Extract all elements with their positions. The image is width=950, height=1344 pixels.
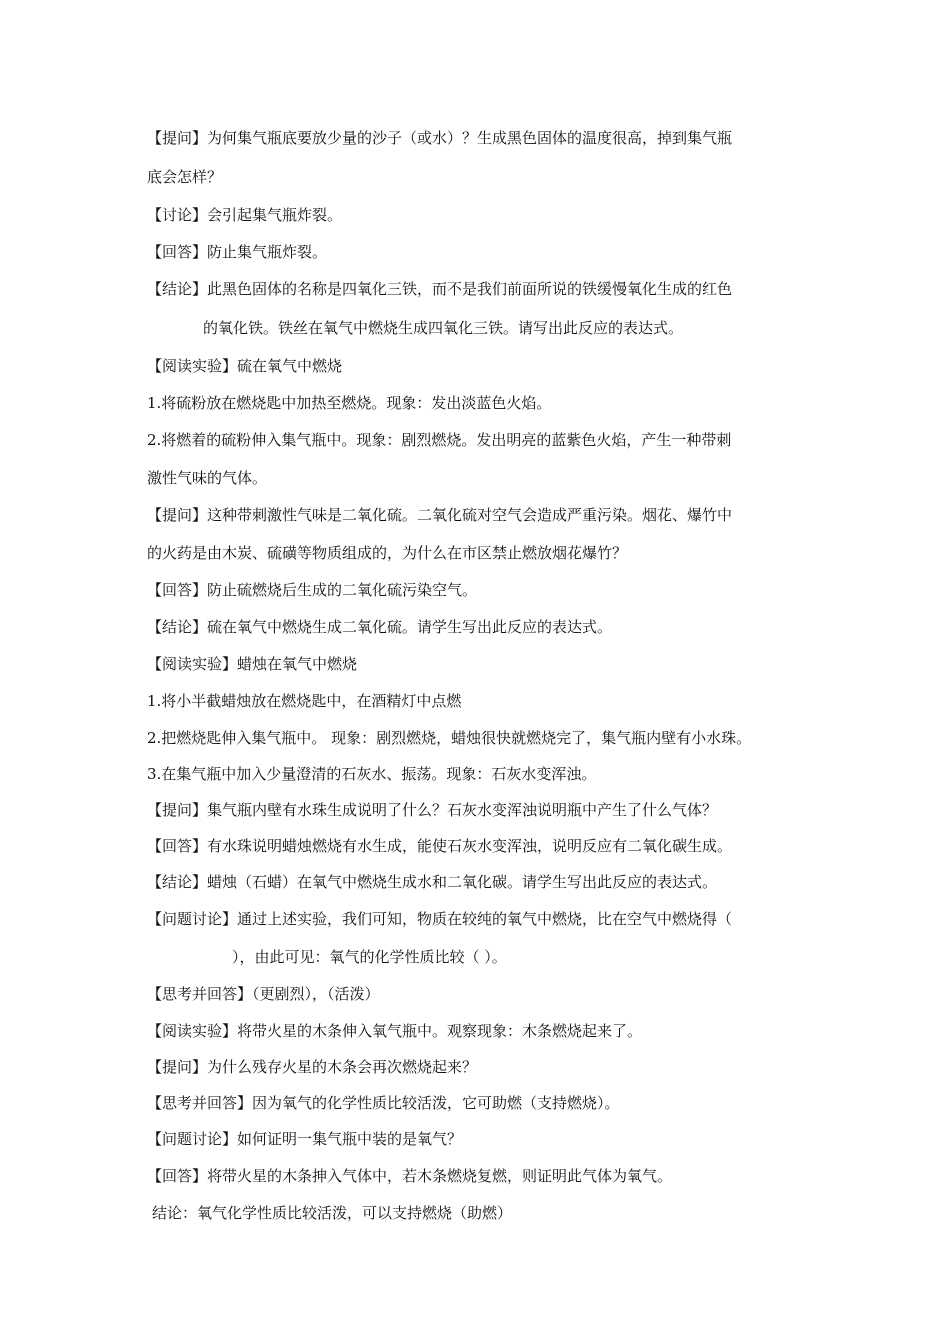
- discussion-line: 【问题讨论】如何证明一集气瓶中装的是氧气？: [147, 1130, 463, 1148]
- experiment-step: 2.将燃着的硫粉伸入集气瓶中。现象：剧烈燃烧。发出明亮的蓝紫色火焰，产生一种带刺: [147, 431, 732, 449]
- answer-line: 【思考并回答】（更剧烈），（活泼）: [147, 985, 380, 1003]
- conclusion-line: 结论：氧气化学性质比较活泼，可以支持燃烧（助燃）: [152, 1204, 513, 1222]
- experiment-step: 2.把燃烧匙伸入集气瓶中。 现象：剧烈燃烧，蜡烛很快就燃烧完了，集气瓶内壁有小水珠。: [147, 729, 752, 747]
- experiment-step: 1.将硫粉放在燃烧匙中加热至燃烧。现象：发出淡蓝色火焰。: [147, 394, 552, 412]
- conclusion-line: 的氧化铁。铁丝在氧气中燃烧生成四氧化三铁。请写出此反应的表达式。: [203, 319, 684, 337]
- discussion-line: 【讨论】会引起集气瓶炸裂。: [147, 206, 343, 224]
- answer-line: 【回答】将带火星的木条抻入气体中，若木条燃烧复燃，则证明此气体为氧气。: [147, 1167, 673, 1185]
- answer-line: 【回答】防止集气瓶炸裂。: [147, 243, 328, 261]
- question-line: 【提问】为什么残存火星的木条会再次燃烧起来？: [147, 1058, 478, 1076]
- question-paragraph-line: 的火药是由木炭、硫磺等物质组成的，为什么在市区禁止燃放烟花爆竹？: [147, 544, 628, 562]
- conclusion-line: 【结论】此黑色固体的名称是四氧化三铁，而不是我们前面所说的铁缓慢氧化生成的红色: [147, 280, 733, 298]
- answer-line: 【回答】有水珠说明蜡烛燃烧有水生成，能使石灰水变浑浊，说明反应有二氧化碳生成。: [147, 837, 733, 855]
- experiment-heading: 【阅读实验】将带火星的木条伸入氧气瓶中。观察现象：木条燃烧起来了。: [147, 1022, 643, 1040]
- discussion-line: ），由此可见：氧气的化学性质比较（ ）。: [232, 948, 507, 966]
- question-line: 【提问】集气瓶内壁有水珠生成说明了什么？石灰水变浑浊说明瓶中产生了什么气体？: [147, 801, 718, 819]
- question-paragraph-line: 【提问】为何集气瓶底要放少量的沙子（或水）？生成黑色固体的温度很高，掉到集气瓶: [147, 129, 733, 147]
- question-paragraph-line: 【提问】这种带刺激性气味是二氧化硫。二氧化硫对空气会造成严重污染。烟花、爆竹中: [147, 506, 733, 524]
- experiment-step: 激性气味的气体。: [147, 469, 268, 487]
- discussion-line: 【问题讨论】通过上述实验，我们可知，物质在较纯的氧气中燃烧，比在空气中燃烧得（: [147, 910, 733, 928]
- conclusion-line: 【结论】硫在氧气中燃烧生成二氧化硫。请学生写出此反应的表达式。: [147, 618, 613, 636]
- answer-line: 【回答】防止硫燃烧后生成的二氧化硫污染空气。: [147, 581, 478, 599]
- question-paragraph-line: 底会怎样？: [147, 168, 223, 186]
- experiment-step: 3.在集气瓶中加入少量澄清的石灰水、振荡。现象：石灰水变浑浊。: [147, 765, 597, 783]
- experiment-heading: 【阅读实验】硫在氧气中燃烧: [147, 357, 343, 375]
- experiment-step: 1.将小半截蜡烛放在燃烧匙中，在酒精灯中点燃: [147, 692, 462, 710]
- conclusion-line: 【结论】蜡烛（石蜡）在氧气中燃烧生成水和二氧化碳。请学生写出此反应的表达式。: [147, 873, 718, 891]
- experiment-heading: 【阅读实验】蜡烛在氧气中燃烧: [147, 655, 358, 673]
- answer-line: 【思考并回答】因为氧气的化学性质比较活泼，它可助燃（支持燃烧）。: [147, 1094, 620, 1112]
